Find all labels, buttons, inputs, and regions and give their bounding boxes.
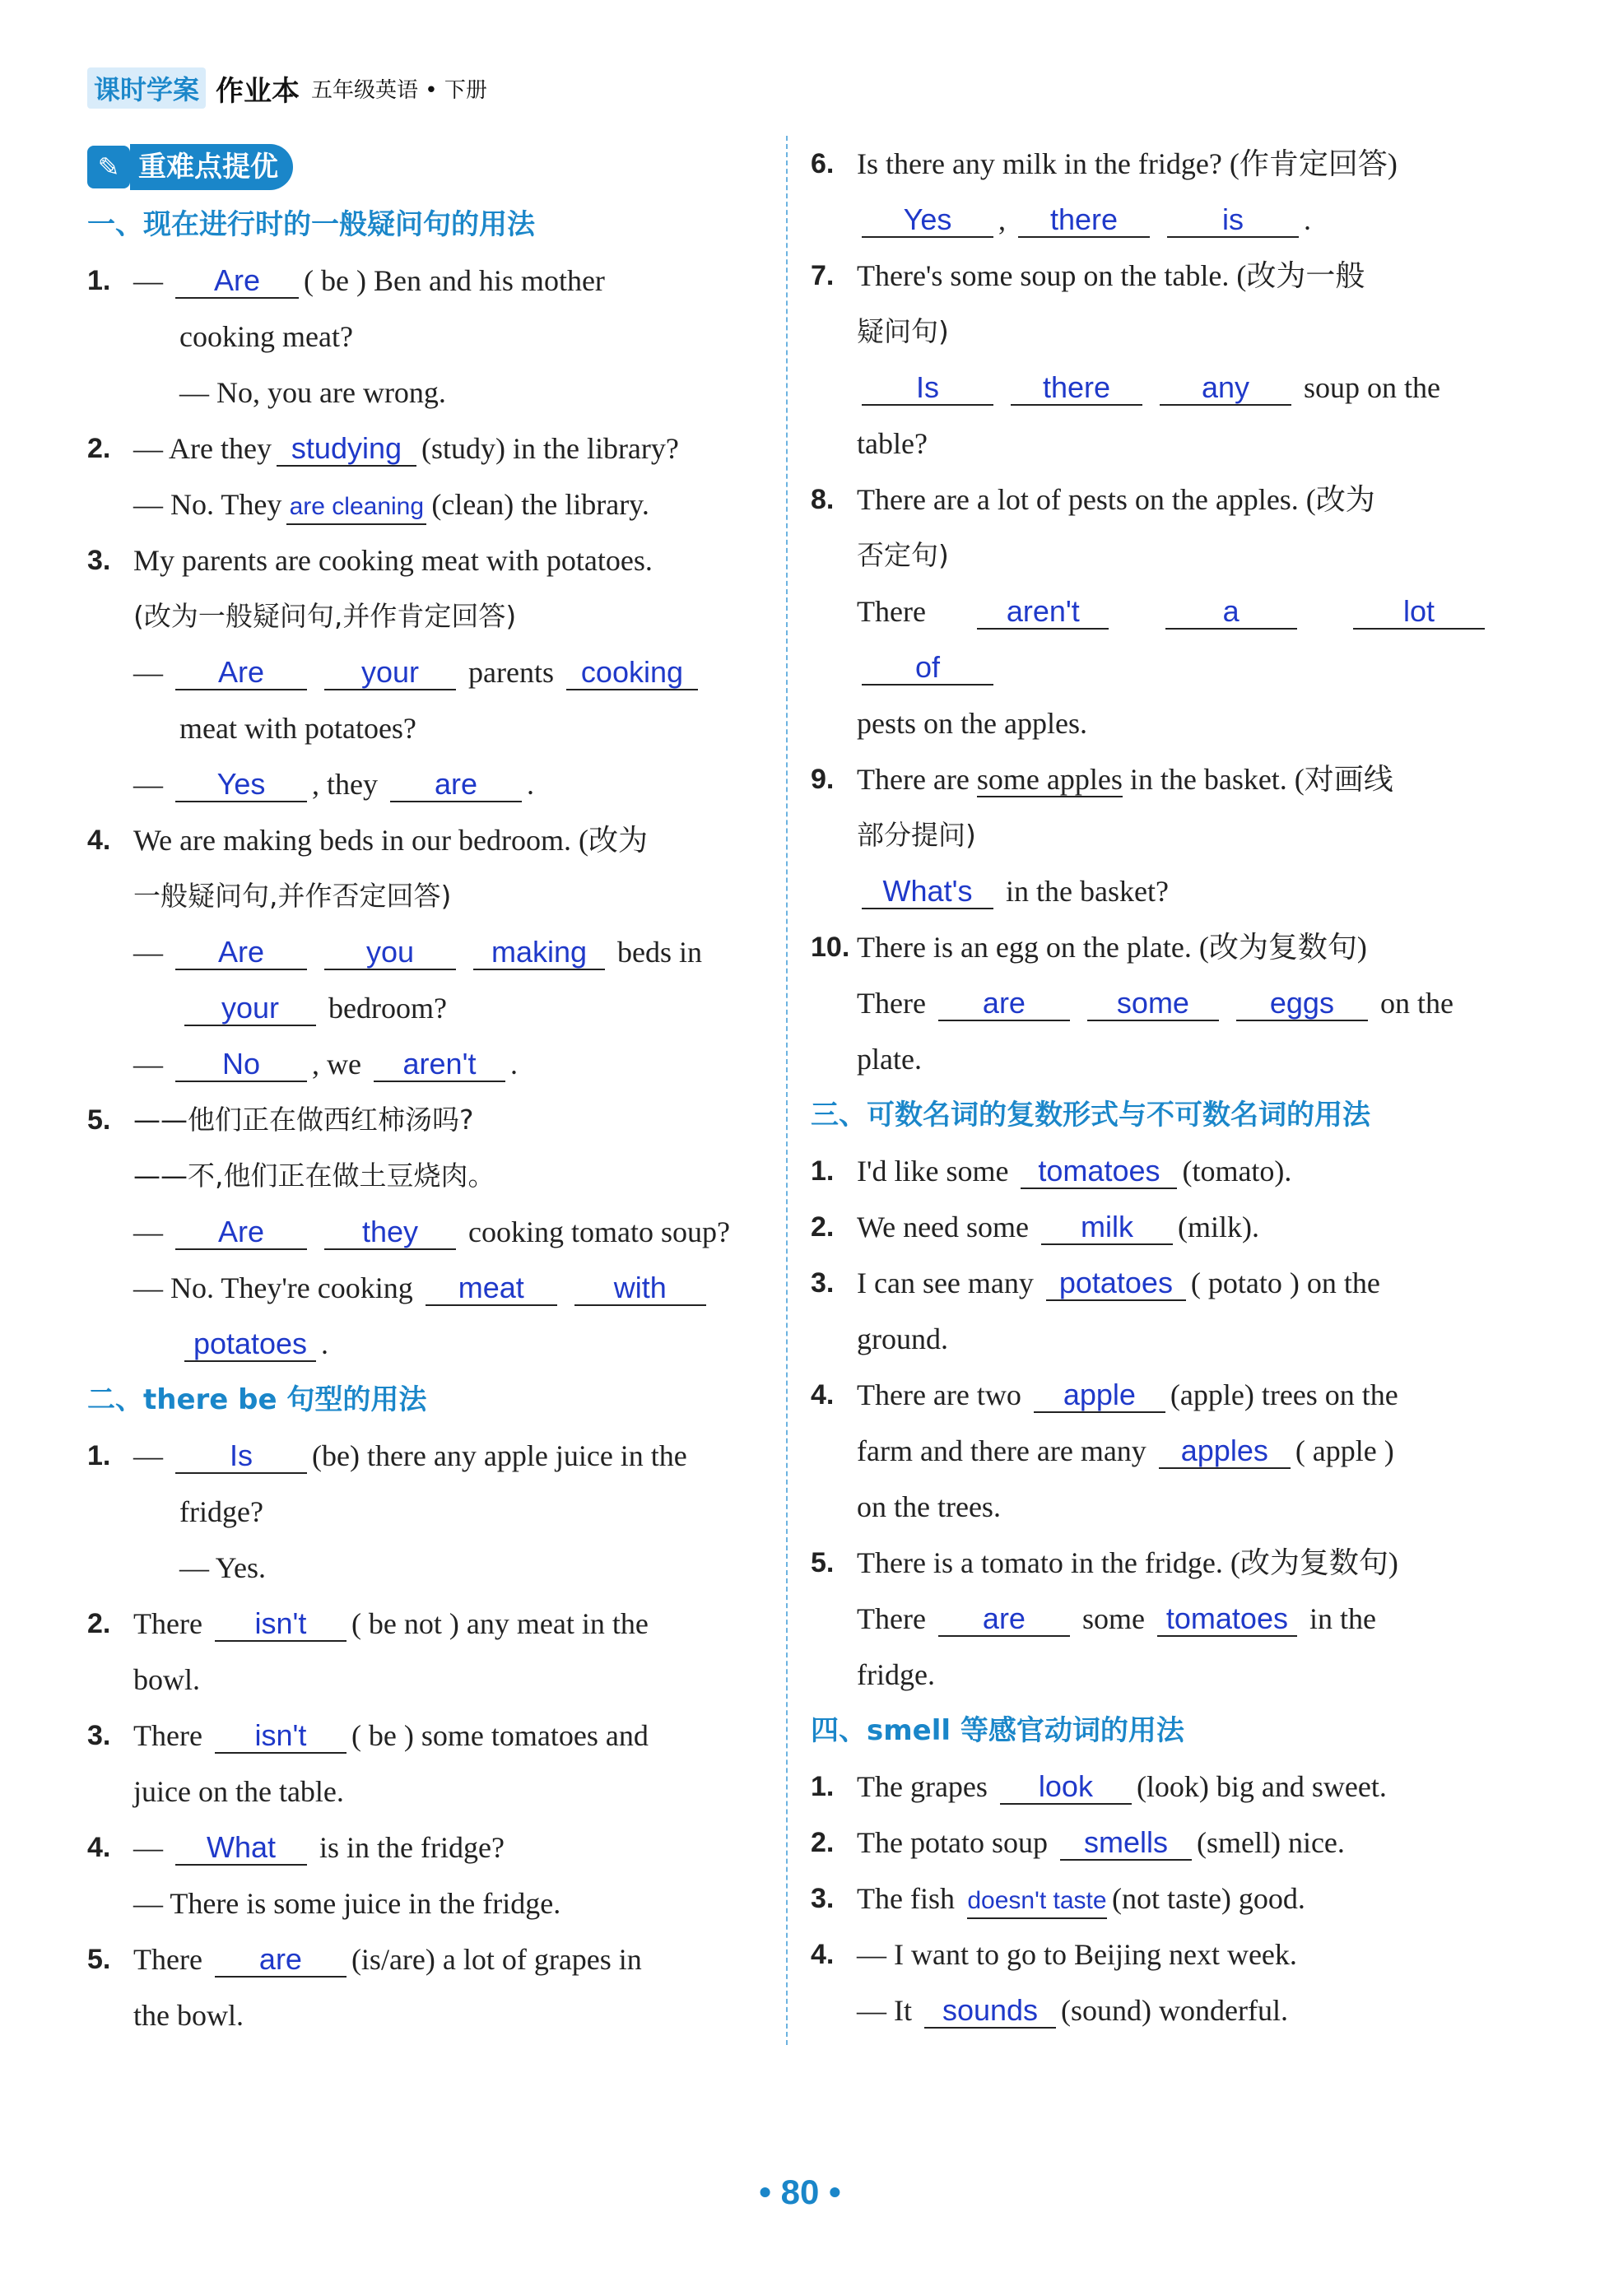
answer: Is xyxy=(175,1436,307,1474)
question-text: some xyxy=(1081,1602,1145,1635)
question-number: 4. xyxy=(87,1832,111,1863)
question-number: 9. xyxy=(811,764,835,795)
answer: are xyxy=(938,1599,1070,1637)
answer: Are xyxy=(175,261,299,299)
question-text: farm and there are many xyxy=(857,1434,1147,1467)
question-text: juice on the table. xyxy=(133,1775,344,1808)
page-number: • 80 • xyxy=(759,2173,841,2211)
question: 4. We are making beds in our bedroom. (改为 一般疑问句,并作否定回答) — Are you making beds in your bedroom? — No , we aren't . xyxy=(87,812,762,1092)
answer: Are xyxy=(175,653,307,690)
answer: of xyxy=(862,648,993,686)
question-text: There are a lot of pests on the apples. (改为 xyxy=(857,483,1375,516)
question-text: , they xyxy=(312,768,378,801)
answer: doesn't taste xyxy=(967,1881,1107,1919)
question xyxy=(811,472,1490,751)
answer: Yes xyxy=(862,200,993,238)
grade-label: 五年级英语 • 下册 xyxy=(311,77,487,103)
question-number: 4. xyxy=(811,1379,835,1411)
question-text: (is/are) a lot of grapes in xyxy=(351,1943,642,1976)
section-title: 三、可数名词的复数形式与不可数名词的用法 xyxy=(811,1099,1370,1132)
question-number: 3. xyxy=(87,1720,111,1751)
answer: are xyxy=(215,1940,347,1978)
answer: any xyxy=(1160,368,1291,406)
question-number: 5. xyxy=(87,1104,111,1136)
question-text: (sound) wonderful. xyxy=(1061,1994,1288,2027)
answer: meat xyxy=(426,1268,557,1306)
question xyxy=(811,1255,1490,1367)
question-text: pests on the apples. xyxy=(857,707,1087,740)
answer: What's xyxy=(862,871,993,909)
question-text: in the basket? xyxy=(1006,875,1169,908)
banner-title: 重难点提优 xyxy=(130,144,293,190)
question: 3. My parents are cooking meat with potatoes. (改为一般疑问句,并作肯定回答) — Are your parents cooking meat with potatoes? — Yes , they are . xyxy=(87,532,762,812)
answer: making xyxy=(473,932,605,970)
question-number: 2. xyxy=(87,1608,111,1639)
question: 1. — Is (be) there any apple juice in the fridge? — Yes. xyxy=(87,1428,762,1596)
answer: Yes xyxy=(175,765,307,802)
question xyxy=(811,1759,1490,1815)
question-number: 2. xyxy=(811,1827,835,1858)
question-text: There is a tomato in the fridge. (改为复数句) xyxy=(857,1546,1398,1579)
question xyxy=(811,1199,1490,1255)
answer: smells xyxy=(1060,1823,1192,1861)
book-title: 作业本 xyxy=(216,74,300,108)
answer: isn't xyxy=(215,1604,347,1642)
answer: apple xyxy=(1034,1375,1165,1413)
question: 6. Is there any milk in the fridge? (作肯定回答) Yes , there is . xyxy=(811,136,1490,248)
question-text: (not taste) good. xyxy=(1111,1882,1305,1915)
question-text: We need some xyxy=(857,1211,1030,1243)
answer: are cleaning xyxy=(286,487,426,525)
question: 5. ——他们正在做西红柿汤吗? ——不,他们正在做土豆烧肉。 — Are they cooking tomato soup? — No. They're cooking meat with potatoes . xyxy=(87,1092,762,1372)
question-text: (apple) trees on the xyxy=(1170,1378,1398,1411)
question-number: 1. xyxy=(811,1771,835,1802)
question-number: 5. xyxy=(87,1944,111,1975)
question xyxy=(87,1708,762,1820)
question-number: 1. xyxy=(811,1155,835,1187)
answer: potatoes xyxy=(1046,1263,1186,1301)
answer: Are xyxy=(175,932,307,970)
answer: Are xyxy=(175,1212,307,1250)
question-text: — No, you are wrong. xyxy=(179,376,446,409)
question-instruction: 否定句) xyxy=(857,539,949,571)
answer: look xyxy=(1000,1767,1132,1805)
answer: are xyxy=(390,765,522,802)
question-text: — No. They're cooking xyxy=(133,1271,413,1304)
question-text: — No. They xyxy=(133,488,282,521)
question-text: ( be ) Ben and his mother xyxy=(304,264,605,297)
question-text: is in the fridge? xyxy=(319,1831,505,1864)
question-text: There is an egg on the plate. (改为复数句) xyxy=(857,931,1367,964)
question-text: (look) big and sweet. xyxy=(1136,1770,1387,1803)
answer: studying xyxy=(277,429,416,467)
question-text: There xyxy=(133,1719,202,1752)
question xyxy=(811,1367,1490,1535)
question-text: fridge. xyxy=(857,1658,935,1691)
question-number: 5. xyxy=(811,1547,835,1578)
question xyxy=(811,1143,1490,1199)
question-text: We are making beds in our bedroom. (改为 xyxy=(133,824,648,857)
question xyxy=(811,919,1490,1087)
question-text: There are two xyxy=(857,1378,1021,1411)
question-text: ( be not ) any meat in the xyxy=(351,1607,649,1640)
answer: is xyxy=(1167,200,1299,238)
answer: you xyxy=(324,932,456,970)
question xyxy=(87,421,762,532)
question-text: There xyxy=(857,987,926,1020)
question-text: The potato soup xyxy=(857,1826,1048,1859)
question-text: (smell) nice. xyxy=(1196,1826,1345,1859)
question-text: soup on the xyxy=(1304,371,1440,404)
answer: milk xyxy=(1041,1207,1173,1245)
question-text: — I want to go to Beijing next week. xyxy=(857,1938,1297,1971)
question-text: There xyxy=(133,1943,202,1976)
question-text: (tomato). xyxy=(1182,1155,1292,1188)
answer: tomatoes xyxy=(1157,1599,1297,1637)
question xyxy=(811,248,1490,472)
question-number: 10. xyxy=(811,932,850,963)
question-text: There are xyxy=(857,763,970,796)
question-text: There xyxy=(857,1602,926,1635)
question xyxy=(811,1815,1490,1871)
answer: isn't xyxy=(215,1716,347,1754)
question-text: — It xyxy=(857,1994,912,2027)
question-text: fridge? xyxy=(179,1495,263,1528)
section-title: 二、there be 句型的用法 xyxy=(87,1383,427,1416)
question: 1. — Are ( be ) Ben and his mother cooking meat? — No, you are wrong. xyxy=(87,253,762,421)
question-instruction: 疑问句) xyxy=(857,315,949,347)
question: 4. — What is in the fridge? — There is some juice in the fridge. xyxy=(87,1820,762,1931)
question-text: There xyxy=(133,1607,202,1640)
question xyxy=(811,1871,1490,1927)
answer: your xyxy=(324,653,456,690)
answer: some xyxy=(1087,983,1219,1021)
question-text: There xyxy=(857,595,926,628)
answer: are xyxy=(938,983,1070,1021)
question xyxy=(811,1927,1490,2038)
question-text: — Yes. xyxy=(179,1551,267,1584)
question-number: 3. xyxy=(811,1883,835,1914)
answer: cooking xyxy=(566,653,698,690)
question-number: 3. xyxy=(87,545,111,576)
question xyxy=(811,751,1490,919)
question-text: (study) in the library? xyxy=(421,432,679,465)
left-column xyxy=(87,136,762,2043)
answer: eggs xyxy=(1236,983,1368,1021)
question-instruction: 一般疑问句,并作否定回答) xyxy=(133,880,452,912)
question-text: bedroom? xyxy=(328,992,447,1025)
answer: your xyxy=(184,988,316,1026)
question-number: 4. xyxy=(87,825,111,856)
answer: a xyxy=(1165,592,1297,630)
question-text: ( apple ) xyxy=(1295,1434,1394,1467)
right-column xyxy=(811,136,1490,2038)
question xyxy=(87,1596,762,1708)
question-text: (be) there any apple juice in the xyxy=(312,1439,687,1472)
question-text: The grapes xyxy=(857,1770,988,1803)
question-number: 7. xyxy=(811,260,835,291)
answer: Is xyxy=(862,368,993,406)
question-number: 8. xyxy=(811,484,835,515)
question-text: in the xyxy=(1309,1602,1376,1635)
question-text: meat with potatoes? xyxy=(179,712,416,745)
question-text: There's some soup on the table. (改为一般 xyxy=(857,259,1365,292)
question-number: 1. xyxy=(87,265,111,296)
question-number: 6. xyxy=(811,148,835,179)
answer: tomatoes xyxy=(1021,1151,1177,1189)
question-text: plate. xyxy=(857,1043,922,1076)
question-text: table? xyxy=(857,427,928,460)
answer: with xyxy=(574,1268,706,1306)
question-text: My parents are cooking meat with potatoes. xyxy=(133,544,653,577)
question-text: — Are they xyxy=(133,432,272,465)
question-text: in the basket. (对画线 xyxy=(1129,763,1393,796)
question xyxy=(87,1931,762,2043)
question-text: ——不,他们正在做土豆烧肉。 xyxy=(133,1160,495,1192)
question-number: 4. xyxy=(811,1939,835,1970)
question-instruction: (改为一般疑问句,并作肯定回答) xyxy=(133,600,517,632)
question-text: The fish xyxy=(857,1882,955,1915)
question-number: 2. xyxy=(87,433,111,464)
section-title: 四、smell 等感官动词的用法 xyxy=(811,1714,1184,1747)
question-text: I can see many xyxy=(857,1267,1034,1299)
question xyxy=(811,1535,1490,1703)
question-number: 3. xyxy=(811,1267,835,1299)
answer: they xyxy=(324,1212,456,1250)
question-text: I'd like some xyxy=(857,1155,1009,1188)
pencil-icon: ✎ xyxy=(87,146,130,188)
underlined-text: some apples xyxy=(976,763,1123,796)
question-instruction: 部分提问) xyxy=(857,819,976,851)
answer: there xyxy=(1011,368,1142,406)
question-text: ——他们正在做西红柿汤吗? xyxy=(133,1104,474,1136)
answer: aren't xyxy=(374,1044,505,1082)
question-text: ( potato ) on the xyxy=(1190,1267,1380,1299)
question-number: 1. xyxy=(87,1440,111,1471)
answer: there xyxy=(1018,200,1150,238)
answer: sounds xyxy=(924,1991,1056,2029)
question-text: ( be ) some tomatoes and xyxy=(351,1719,649,1752)
question-text: bowl. xyxy=(133,1663,200,1696)
brand-label: 课时学案 xyxy=(87,67,206,109)
question-text: ground. xyxy=(857,1322,948,1355)
question-text: , we xyxy=(312,1048,361,1081)
question-text: — There is some juice in the fridge. xyxy=(133,1887,561,1920)
page-header xyxy=(87,67,487,109)
question-text: on the trees. xyxy=(857,1490,1001,1523)
section-banner xyxy=(87,144,293,190)
question-text: beds in xyxy=(617,936,702,969)
question-text: (milk). xyxy=(1178,1211,1260,1243)
answer: apples xyxy=(1159,1431,1291,1469)
section-title: 一、现在进行时的一般疑问句的用法 xyxy=(87,208,535,241)
question-text: parents xyxy=(468,656,554,689)
answer: No xyxy=(175,1044,307,1082)
question-text: cooking tomato soup? xyxy=(468,1215,730,1248)
question-text: cooking meat? xyxy=(179,320,353,353)
answer: lot xyxy=(1353,592,1485,630)
question-text: Is there any milk in the fridge? (作肯定回答) xyxy=(857,147,1398,180)
answer: aren't xyxy=(977,592,1109,630)
answer: What xyxy=(175,1828,307,1866)
question-text: (clean) the library. xyxy=(431,488,649,521)
answer: potatoes xyxy=(184,1324,316,1362)
question-text: on the xyxy=(1379,987,1453,1020)
question-number: 2. xyxy=(811,1211,835,1243)
question-text: the bowl. xyxy=(133,1999,244,2032)
column-divider xyxy=(786,136,788,2045)
